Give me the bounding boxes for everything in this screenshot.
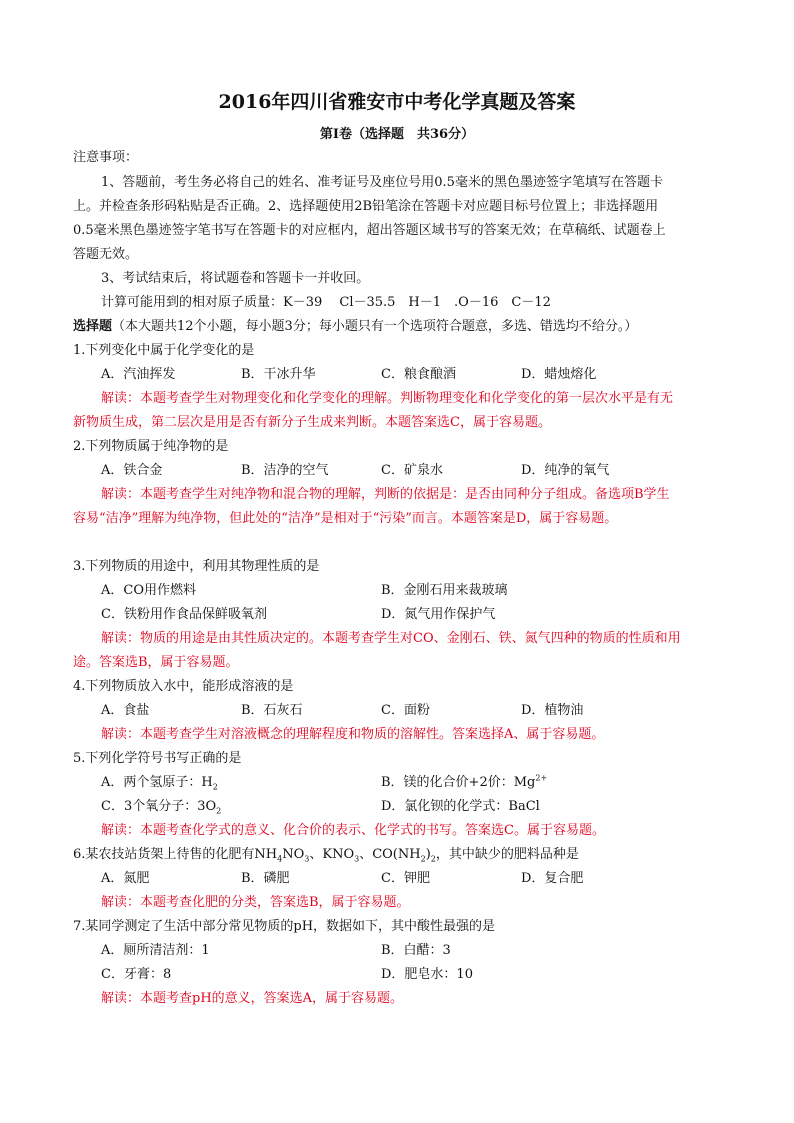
q2-stem: 2.下列物质属于纯净物的是 — [73, 439, 229, 454]
q4-option-a: A．食盐 — [101, 703, 150, 718]
q1-option-c: C．粮食酿酒 — [381, 367, 456, 382]
q4-stem: 4.下列物质放入水中，能形成溶液的是 — [73, 679, 294, 694]
q4-option-c: C．面粉 — [381, 703, 430, 718]
q2-option-d: D．纯净的氧气 — [521, 463, 610, 478]
q7-option-a: A．厕所清洁剂：1 — [101, 943, 210, 958]
q1-stem: 1.下列变化中属于化学变化的是 — [73, 343, 255, 358]
q6-option-b: B．磷肥 — [241, 871, 290, 886]
q3-stem: 3.下列物质的用途中，利用其物理性质的是 — [73, 559, 320, 574]
section-header — [73, 317, 637, 337]
q5-explanation-line1: 解读：本题考查化学式的意义、化合价的表示、化学式的书写。答案选C。属于容易题。 — [101, 823, 605, 838]
q6-option-a: A．氮肥 — [101, 871, 150, 886]
q6-option-d: D．复合肥 — [521, 871, 584, 886]
q3-explanation-line1: 解读：物质的用途是由其性质决定的。本题考查学生对CO、金刚石、铁、氮气四种的物质的性质和用 — [101, 631, 681, 646]
q2-option-a: A．铁合金 — [101, 463, 163, 478]
section-label: 选择题 — [73, 319, 113, 334]
q3-option-a: A．CO用作燃料 — [101, 583, 196, 598]
section-description: （本大题共12个小题，每小题3分；每小题只有一个选项符合题意，多选、错选均不给分。） — [112, 319, 638, 334]
q7-option-d: D．肥皂水：10 — [381, 967, 473, 982]
q1-option-b: B．干冰升华 — [241, 367, 316, 382]
q6-stem: 6.某农技站货架上待售的化肥有$NH_4NO_3$、$KNO_3$、$CO(NH_2)_2$，其中缺少的肥料品种是 — [73, 847, 579, 864]
q7-stem: 7.某同学测定了生活中部分常见物质的pH，数据如下，其中酸性最强的是 — [73, 919, 496, 934]
q2-option-c: C．矿泉水 — [381, 463, 443, 478]
q3-option-c: C．铁粉用作食品保鲜吸氧剂 — [101, 607, 267, 622]
q2-explanation-line1: 解读：本题考查学生对纯净物和混合物的理解，判断的依据是：是否由同种分子组成。备选项B学生 — [101, 487, 670, 502]
q5-stem: 5.下列化学符号书写正确的是 — [73, 751, 242, 766]
notice-item1-line2: 上。并检查条形码粘贴是否正确。2、选择题使用2B铅笔涂在答题卡对应题目标号位置上；非选择题用 — [73, 199, 659, 214]
atomic-mass-line: 计算可能用到的相对原子质量：K－39 Cl－35.5 H－1 .O－16 C－12 — [101, 295, 551, 310]
q6-explanation-line1: 解读：本题考查化肥的分类，答案选B，属于容易题。 — [101, 895, 410, 910]
q1-option-d: D．蜡烛熔化 — [521, 367, 597, 382]
notice-heading: 注意事项： — [73, 150, 139, 165]
q3-option-d: D．氮气用作保护气 — [381, 607, 496, 622]
q6-option-c: C．钾肥 — [381, 871, 430, 886]
q5-option-a: A．两个氢原子：$H_2$ — [101, 775, 218, 792]
notice-item1-line1: 1、答题前，考生务必将自己的姓名、准考证号及座位号用0.5毫米的黑色墨迹签字笔填写在答题卡 — [101, 175, 663, 190]
q5-option-b: B．镁的化合价+2价：$Mg^{2+}$ — [381, 773, 548, 790]
q7-explanation-line1: 解读：本题考查pH的意义，答案选A，属于容易题。 — [101, 991, 404, 1006]
q5-option-d: D．氯化钡的化学式：BaCl — [381, 799, 540, 814]
q2-explanation-line2: 容易“洁净”理解为纯净物，但此处的“洁净”是相对于“污染”而言。本题答案是D，属于容易题。 — [73, 511, 618, 526]
q4-option-d: D．植物油 — [521, 703, 584, 718]
q7-option-c: C．牙膏：8 — [101, 967, 172, 982]
q3-explanation-line2: 途。答案选B，属于容易题。 — [73, 655, 239, 670]
q4-explanation-line1: 解读：本题考查学生对溶液概念的理解程度和物质的溶解性。答案选择A、属于容易题。 — [101, 727, 605, 742]
q7-option-b: B．白醋：3 — [381, 943, 451, 958]
q1-explanation-line2: 新物质生成，第二层次是用是否有新分子生成来判断。本题答案选C，属于容易题。 — [73, 415, 551, 430]
notice-item1-line3: 0.5毫米黑色墨迹签字笔书写在答题卡的对应框内，超出答题区域书写的答案无效；在草稿纸、试题卷上 — [73, 223, 666, 238]
q1-explanation-line1: 解读：本题考查学生对物理变化和化学变化的理解。判断物理变化和化学变化的第一层次水平是有无 — [101, 391, 674, 406]
q5-option-c: C．3个氧分子：$3O_2$ — [101, 799, 222, 816]
q3-option-b: B．金刚石用来裁玻璃 — [381, 583, 508, 598]
q4-option-b: B．石灰石 — [241, 703, 303, 718]
q2-option-b: B．洁净的空气 — [241, 463, 329, 478]
q1-option-a: A．汽油挥发 — [101, 367, 176, 382]
page-subtitle: 第Ⅰ卷（选择题 共36分） — [319, 127, 475, 142]
notice-item1-line4: 答题无效。 — [73, 247, 139, 262]
page-title: 2016年四川省雅安市中考化学真题及答案 — [218, 91, 576, 113]
notice-item3: 3、考试结束后，将试题卷和答题卡一并收回。 — [101, 271, 370, 286]
